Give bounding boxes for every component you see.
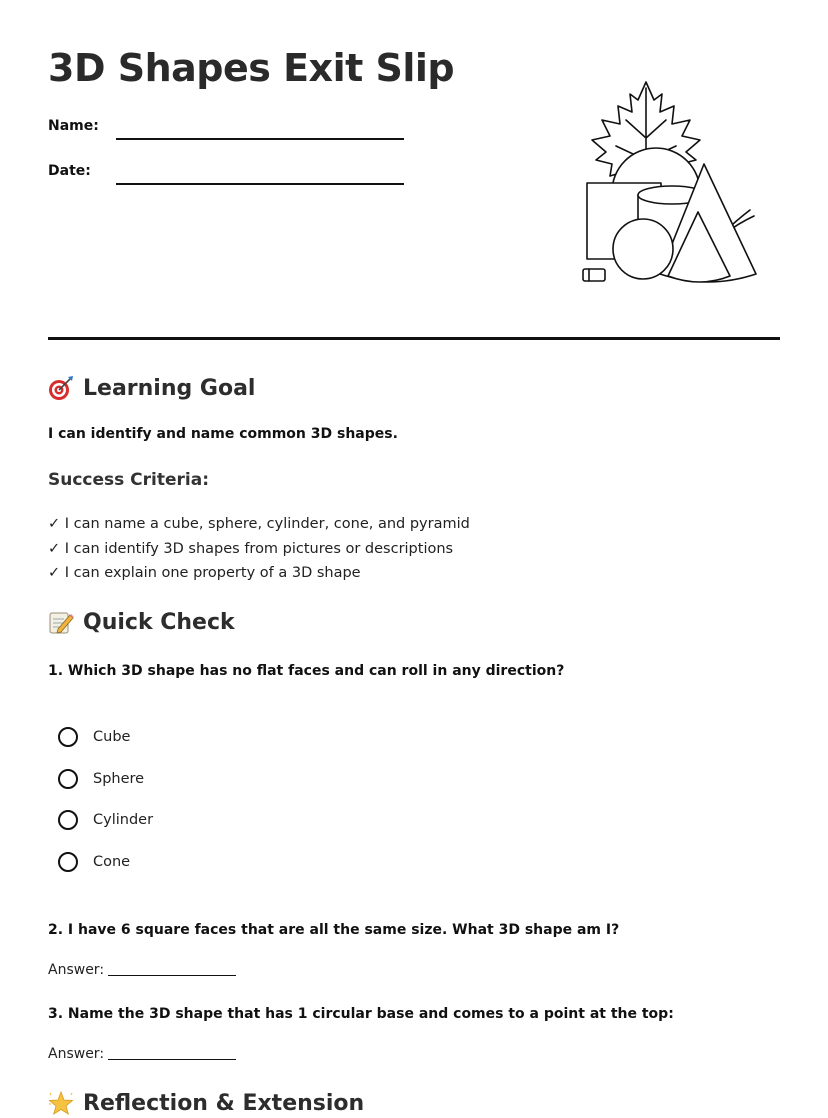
date-field (48, 163, 408, 185)
radio-button[interactable] (58, 727, 78, 747)
option-label: Cube (93, 729, 131, 745)
small-cylinder-shape (583, 269, 605, 281)
section-divider (48, 337, 780, 340)
answer-input-line[interactable] (108, 1059, 236, 1060)
name-field (48, 118, 408, 140)
option-cone[interactable] (58, 849, 130, 875)
learning-goal-statement: I can identify and name common 3D shapes. (48, 426, 398, 442)
option-cube[interactable] (58, 724, 130, 750)
date-label: Date: (48, 163, 91, 179)
question-3: 3. Name the 3D shape that has 1 circular base and comes to a point at the top: (48, 1006, 674, 1022)
option-sphere[interactable] (58, 766, 144, 792)
memo-icon (48, 609, 74, 635)
answer-label: Answer: (48, 962, 105, 978)
criteria-item: ✓ I can name a cube, sphere, cylinder, cone, and pyramid (48, 516, 470, 532)
radio-button[interactable] (58, 769, 78, 789)
name-input-line[interactable] (116, 138, 404, 140)
name-label: Name: (48, 118, 99, 134)
answer-input-line[interactable] (108, 975, 236, 976)
option-label: Sphere (93, 771, 145, 787)
shapes-illustration (532, 78, 762, 288)
target-icon (48, 375, 74, 401)
sphere-shape (613, 219, 673, 279)
quick-check-heading (48, 609, 235, 635)
date-input-line[interactable] (116, 183, 404, 185)
question-1: 1. Which 3D shape has no flat faces and can roll in any direction? (48, 663, 565, 679)
criteria-item: ✓ I can explain one property of a 3D shape (48, 565, 361, 581)
reflection-heading (48, 1090, 364, 1116)
quick-check-title: Quick Check (83, 609, 235, 635)
success-criteria-list (48, 512, 470, 586)
option-label: Cylinder (93, 812, 154, 828)
question-2: 2. I have 6 square faces that are all the same size. What 3D shape am I? (48, 922, 620, 938)
page-title: 3D Shapes Exit Slip (48, 46, 455, 90)
star-icon (48, 1090, 74, 1116)
learning-goal-title: Learning Goal (83, 375, 256, 401)
success-criteria-heading: Success Criteria: (48, 470, 210, 490)
reflection-title: Reflection & Extension (83, 1090, 365, 1116)
learning-goal-heading (48, 375, 255, 401)
question-3-answer (48, 1046, 236, 1062)
radio-button[interactable] (58, 852, 78, 872)
question-2-answer (48, 962, 236, 978)
criteria-item: ✓ I can identify 3D shapes from pictures or descriptions (48, 540, 454, 557)
radio-button[interactable] (58, 810, 78, 830)
answer-label: Answer: (48, 1046, 105, 1062)
exit-slip-page (48, 0, 780, 1118)
option-label: Cone (93, 854, 131, 870)
option-cylinder[interactable] (58, 807, 153, 833)
